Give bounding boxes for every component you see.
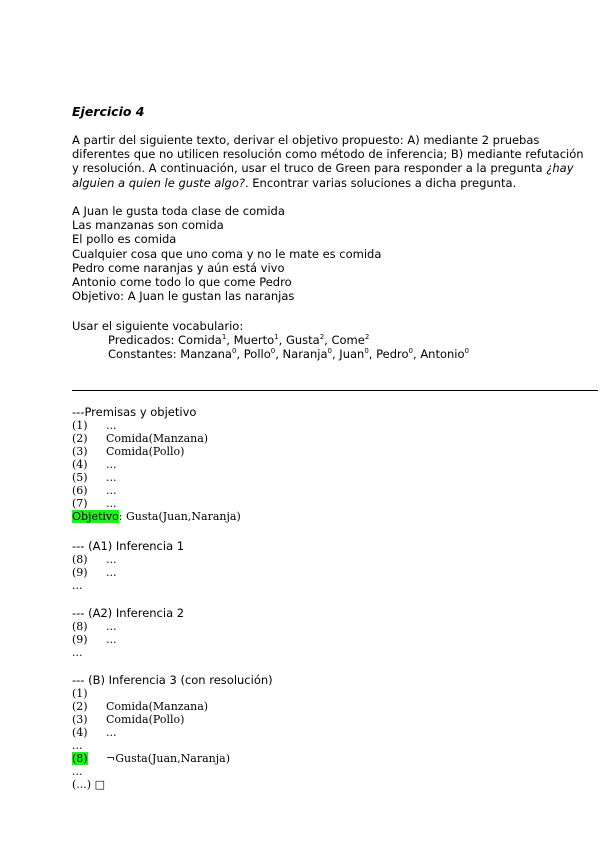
step-line: (1)	[72, 687, 88, 700]
premise-line: (6) ...	[72, 484, 117, 497]
ellipsis: ...	[72, 765, 83, 778]
goal-label-highlight: Objetivo	[72, 510, 119, 523]
predicate: Come$^2$	[331, 333, 370, 348]
ellipsis: ...	[72, 646, 83, 659]
predicate: Gusta$^2$	[285, 333, 325, 348]
inference-1-header: --- (A1) Inferencia 1	[72, 539, 185, 553]
premise-line: (4) ...	[72, 458, 117, 471]
statement-part-2: . Encontrar varias soluciones a dicha pregunta.	[244, 175, 517, 190]
fact-line: A Juan le gusta toda clase de comida	[72, 204, 285, 218]
green-question: ¿hay alguien a quien le guste algo?	[72, 161, 574, 190]
fact-line: El pollo es comida	[72, 232, 177, 247]
premise-line: (2) Comida(Manzana)	[72, 432, 209, 445]
constant: Manzana$^0$	[180, 347, 237, 362]
negated-goal-formula: ¬Gusta(Juan,Naranja)	[106, 752, 230, 765]
fact-line: Pedro come naranjas y aún está vivo	[72, 260, 285, 275]
statement-part-1: A partir del siguiente texto, derivar el objetivo propuesto: A) mediante 2 pruebas diferentes que no utilicen resolución como método de inferencia; B) mediante refutación y resolución. A continuación, usar el truco de Green para responder a la pregunta	[72, 133, 584, 176]
premise-line: (7) ...	[72, 497, 117, 510]
premises-header: ---Premisas y objetivo	[72, 405, 197, 419]
goal-formula: : Gusta(Juan,Naranja)	[118, 510, 241, 523]
exercise-title: Ejercicio 4	[72, 104, 145, 119]
facts-list	[72, 204, 381, 303]
inference-2-block	[72, 607, 184, 659]
ellipsis: ...	[72, 739, 83, 752]
fact-line: Cualquier cosa que uno coma y no le mate es comida	[72, 246, 382, 261]
inference-1-block	[72, 540, 184, 592]
predicate: Comida$^1$	[178, 333, 227, 348]
vocabulary-intro: Usar el siguiente vocabulario:	[72, 319, 244, 333]
exercise-statement	[72, 133, 592, 190]
ellipsis: ...	[72, 579, 83, 592]
constant: Juan$^0$	[339, 347, 369, 362]
premise-line: (3) Comida(Pollo)	[72, 445, 185, 458]
step-line: (8) ...	[72, 620, 117, 633]
step-line: (9) ...	[72, 633, 117, 646]
inference-3-header: --- (B) Inferencia 3 (con resolución)	[72, 673, 273, 687]
fact-line: Antonio come todo lo que come Pedro	[72, 275, 292, 290]
step-line: (8) ...	[72, 553, 117, 566]
predicate: Muerto$^1$	[233, 333, 279, 348]
constants-line: Constantes: Manzana$^0$, Pollo$^0$, Naranja$^0$, Juan$^0$, Pedro$^0$, Antonio$^0$	[108, 347, 470, 362]
premise-line: (5) ...	[72, 471, 117, 484]
constants-label: Constantes:	[108, 347, 177, 362]
horizontal-divider	[72, 390, 598, 391]
step-line: (2) Comida(Manzana)	[72, 700, 209, 713]
fact-line: Las manzanas son comida	[72, 218, 224, 233]
objective-line: Objetivo: A Juan le gustan las naranjas	[72, 289, 295, 304]
constant: Pedro$^0$	[376, 347, 413, 362]
constant: Antonio$^0$	[420, 347, 470, 362]
premise-line: (1) ...	[72, 419, 117, 432]
goal-line	[72, 510, 241, 523]
constant: Naranja$^0$	[282, 347, 332, 362]
predicates-line: Predicados: Comida$^1$, Muerto$^1$, Gusta$^2$, Come$^2$	[108, 333, 370, 348]
predicates-label: Predicados:	[108, 333, 175, 348]
step-line: (3) Comida(Pollo)	[72, 713, 185, 726]
premises-block	[72, 406, 241, 523]
negated-goal-number-highlight: (8)	[72, 752, 88, 765]
constant: Pollo$^0$	[243, 347, 276, 362]
step-line: (4) ...	[72, 726, 117, 739]
empty-clause-line: (...) □	[72, 778, 105, 791]
vocabulary	[72, 319, 469, 362]
negated-goal-line	[72, 752, 273, 765]
inference-2-header: --- (A2) Inferencia 2	[72, 606, 185, 620]
inference-3-block	[72, 674, 273, 791]
step-line: (9) ...	[72, 566, 117, 579]
